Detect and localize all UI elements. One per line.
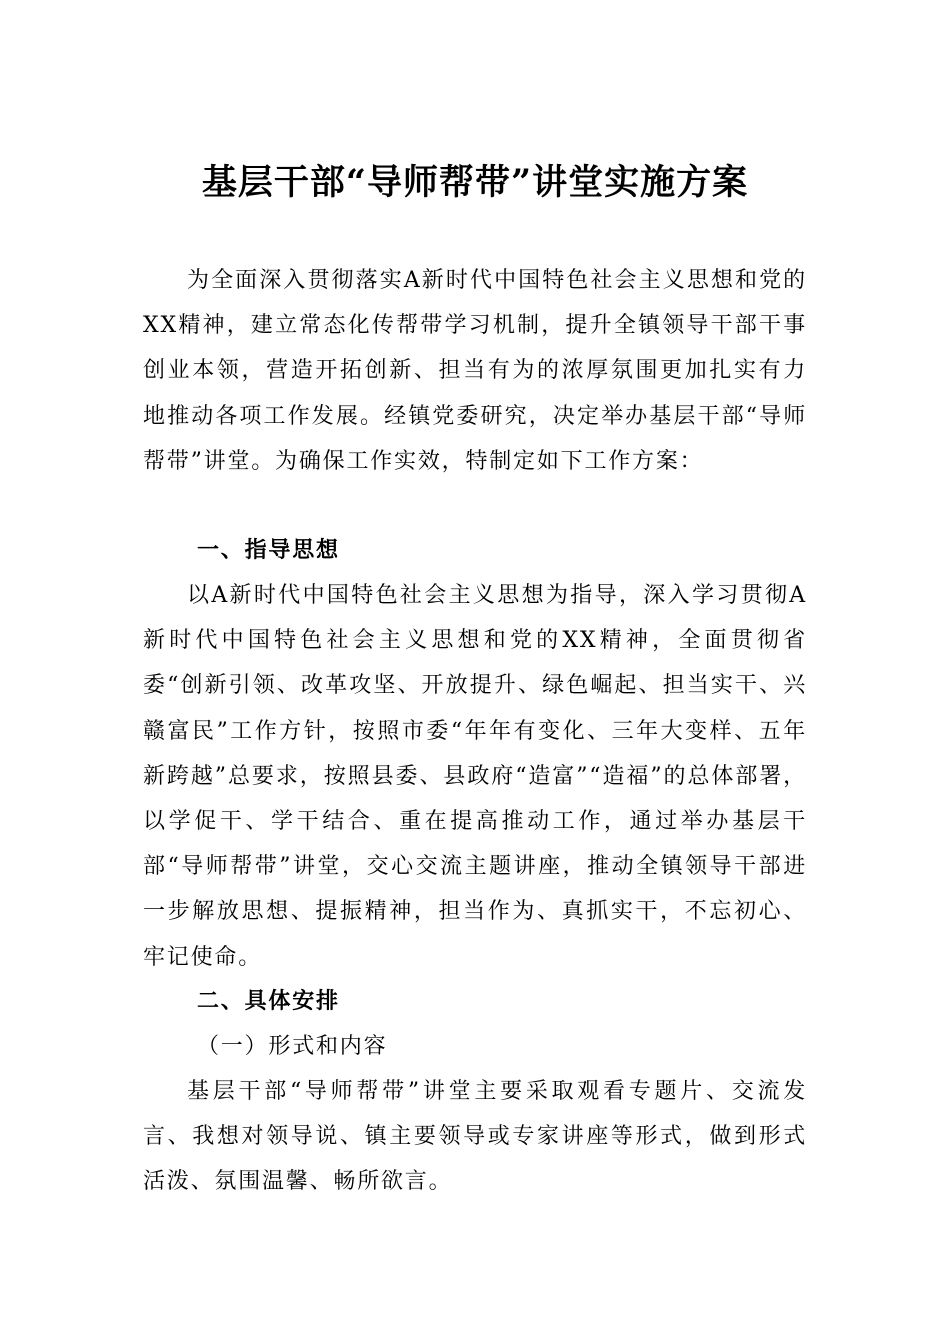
intro-paragraph: 为全面深入贯彻落实A新时代中国特色社会主义思想和党的XX精神，建立常态化传帮带学习机制，提升全镇领导干部干事创业本领，营造开拓创新、担当有为的浓厚氛围更加扎实有力地推动各项工作发展。经镇党委研究，决定举办基层干部“导师帮带”讲堂。为确保工作实效，特制定如下工作方案：	[143, 268, 807, 474]
document-title: 基层干部“导师帮带”讲堂实施方案	[201, 162, 749, 203]
section2-subheading: （一）形式和内容	[197, 1034, 388, 1059]
section2-heading: 二、具体安排	[197, 989, 340, 1014]
section1-paragraph: 以A新时代中国特色社会主义思想为指导，深入学习贯彻A新时代中国特色社会主义思想和党的XX精神，全面贯彻省委“创新引领、改革攻坚、开放提升、绿色崛起、担当实干、兴赣富民”工作方针，按照市委“年年有变化、三年大变样、五年新跨越”总要求，按照县委、县政府“造富”“造福”的总体部署，以学促干、学干结合、重在提高推动工作，通过举办基层干部“导师帮带”讲堂，交心交流主题讲座，推动全镇领导干部进一步解放思想、提振精神，担当作为、真抓实干，不忘初心、牢记使命。	[143, 583, 807, 970]
section2-paragraph: 基层干部“导师帮带”讲堂主要采取观看专题片、交流发言、我想对领导说、镇主要领导或专家讲座等形式，做到形式活泼、氛围温馨、畅所欲言。	[143, 1079, 807, 1195]
section1-heading: 一、指导思想	[197, 538, 340, 563]
